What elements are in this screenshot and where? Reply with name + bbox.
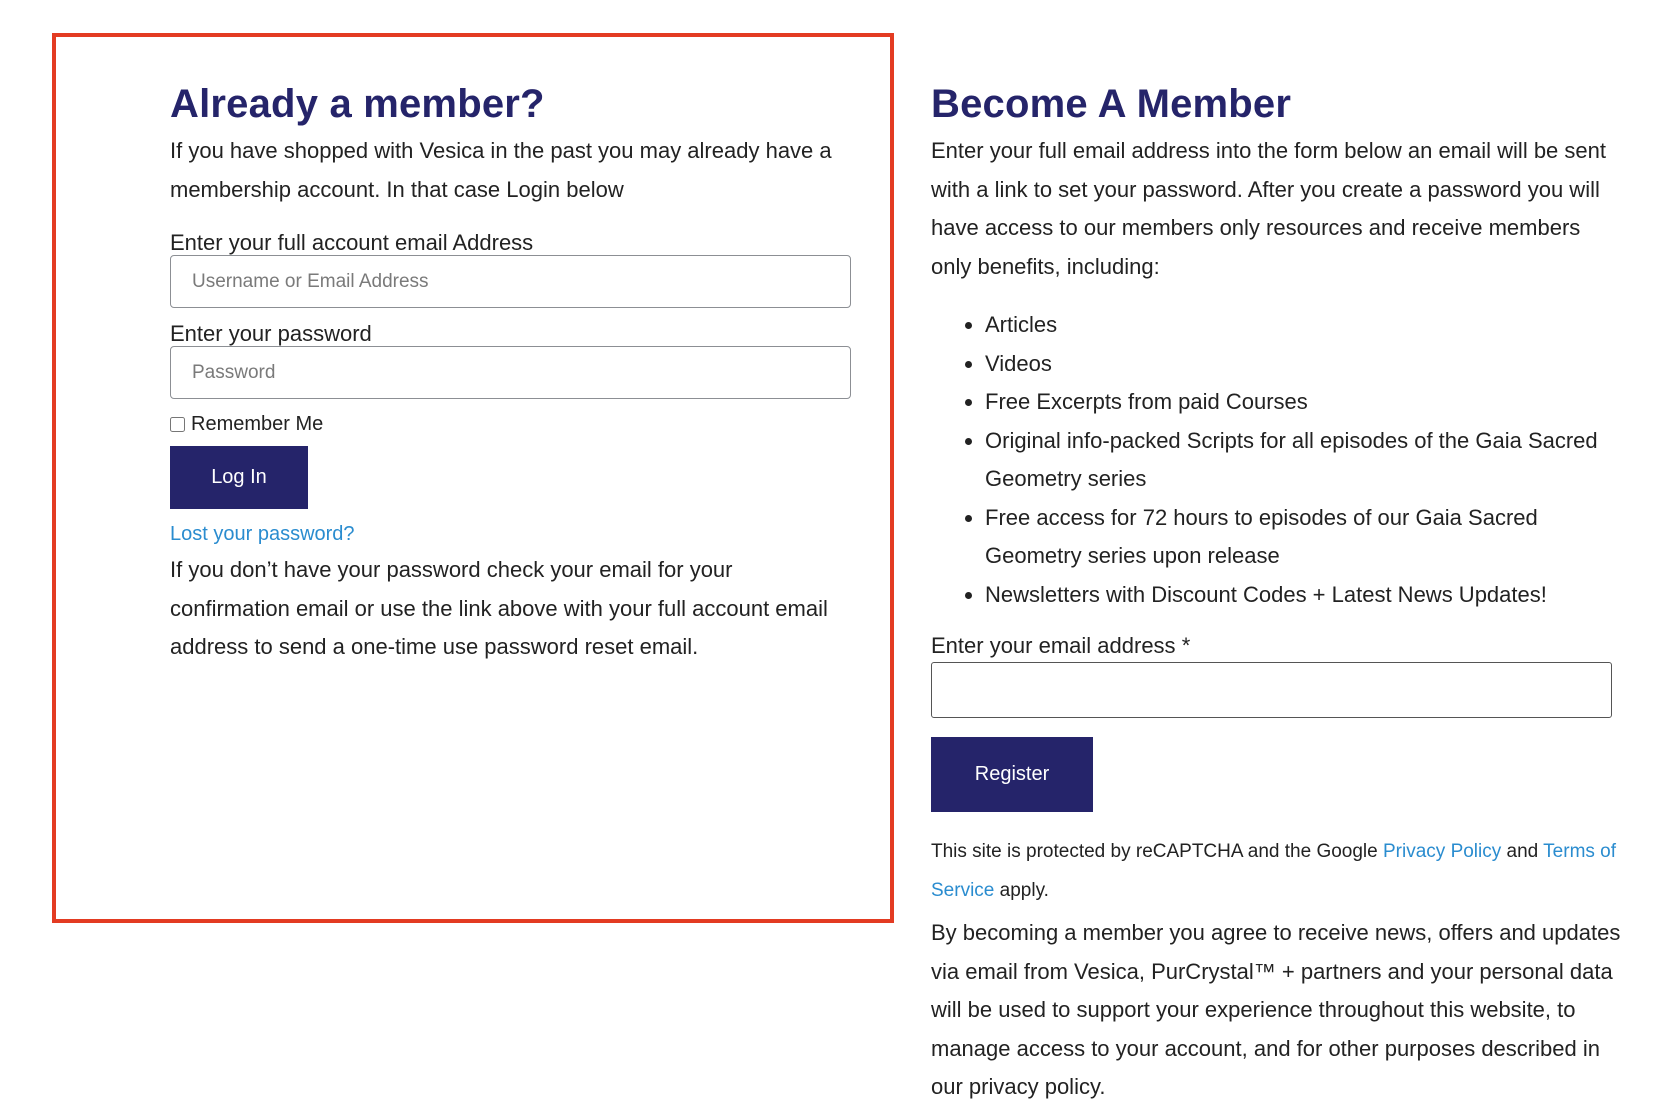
consent-text: By becoming a member you agree to receive news, offers and updates via email from Vesica, PurCrystal™ + partners and your personal data will be used to support your experience throughout this website, to manage access to your account, and for other purposes described in our privacy policy. xyxy=(931,920,1621,1099)
recaptcha-prefix: This site is protected by reCAPTCHA and the Google xyxy=(931,841,1378,862)
required-marker: * xyxy=(1181,633,1191,658)
recaptcha-and: and xyxy=(1506,841,1539,862)
register-intro: Enter your full email address into the form below an email will be sent with a link to set your password. After you create a password you will have access to our members only resources and receive members only benefits, including: xyxy=(931,138,1606,279)
login-email-label: Enter your full account email Address xyxy=(170,230,534,255)
recaptcha-suffix: apply. xyxy=(999,880,1049,901)
benefit-item: • Articles xyxy=(985,306,1621,345)
login-note: If you don’t have your password check your email for your confirmation email or use the link above with your full account email address to send a one-time use password reset email. xyxy=(170,557,828,659)
login-intro: If you have shopped with Vesica in the past you may already have a membership account. In that case Login below xyxy=(170,138,832,202)
benefit-item: • Videos xyxy=(985,345,1621,384)
recaptcha-notice xyxy=(931,832,1621,910)
remember-me-label[interactable]: Remember Me xyxy=(191,412,324,435)
register-heading: Become A Member xyxy=(931,82,1292,126)
login-password-label: Enter your password xyxy=(170,321,372,346)
login-email-input[interactable] xyxy=(170,255,851,308)
register-button[interactable]: Register xyxy=(931,737,1093,812)
privacy-policy-link[interactable]: Privacy Policy xyxy=(1383,841,1502,862)
register-email-label-text: Enter your email address xyxy=(931,633,1176,658)
register-section xyxy=(931,80,1621,1107)
benefit-item: • Newsletters with Discount Codes + Latest News Updates! xyxy=(985,576,1621,615)
remember-me-row xyxy=(170,412,851,436)
register-email-label xyxy=(931,634,1621,658)
benefit-item: • Original info-packed Scripts for all episodes of the Gaia Sacred Geometry series xyxy=(985,422,1621,499)
terms-of-service-link[interactable]: Terms of Service xyxy=(931,841,1617,901)
remember-me-checkbox[interactable] xyxy=(170,417,185,432)
login-button[interactable]: Log In xyxy=(170,446,308,509)
benefits-list xyxy=(931,306,1621,614)
benefit-item: • Free Excerpts from paid Courses xyxy=(985,383,1621,422)
register-email-input[interactable] xyxy=(931,662,1612,718)
lost-password-link[interactable]: Lost your password? xyxy=(170,523,355,545)
benefit-item: • Free access for 72 hours to episodes of our Gaia Sacred Geometry series upon release xyxy=(985,499,1621,576)
login-password-input[interactable] xyxy=(170,346,851,399)
login-heading: Already a member? xyxy=(170,82,545,126)
login-section xyxy=(170,80,851,667)
